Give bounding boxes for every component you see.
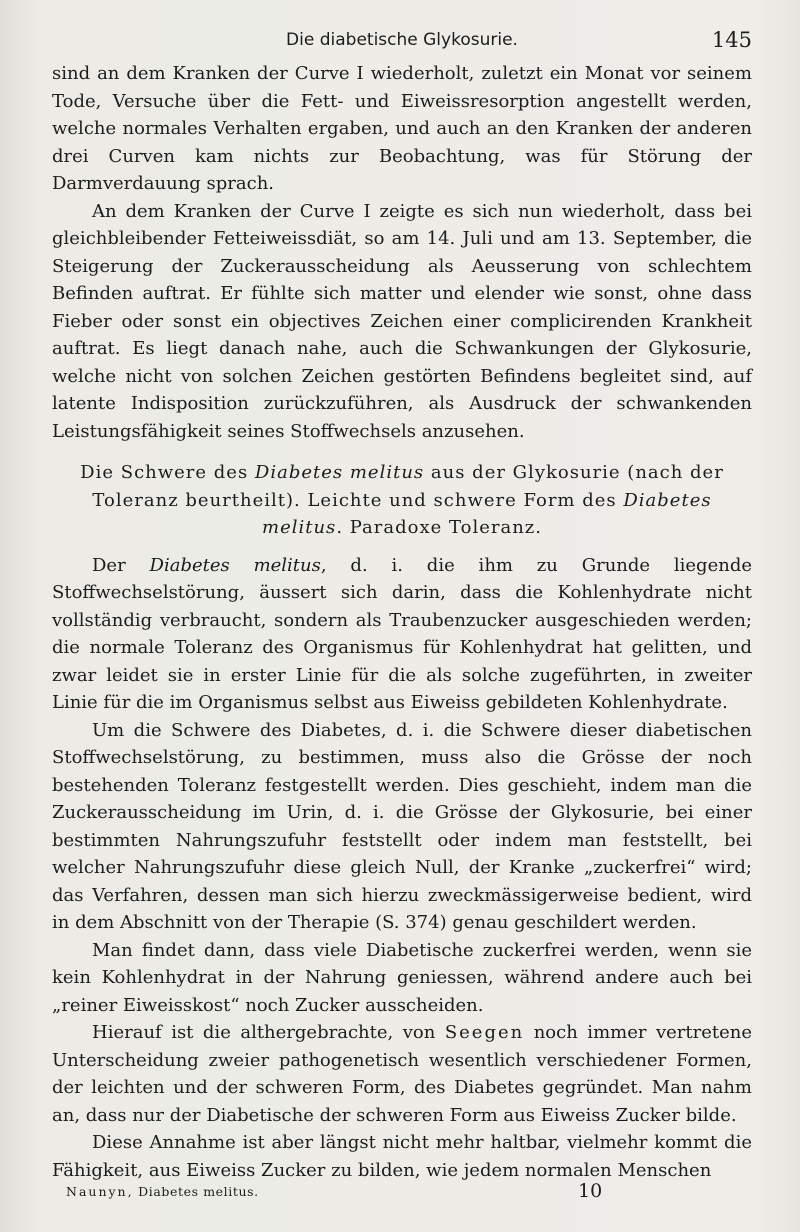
paragraph-text: , d. i. die ihm zu Grunde liegende Stoffwechselstörung, äussert sich darin, dass die Kohlenhydrate nicht vollständig verbraucht, sondern als Traubenzucker ausgeschieden werden; die normale Toleranz des Organismus für Kohlenhydrat hat gelitten, und zwar leidet sie in erster Linie für die als solche zugeführten, in zweiter Linie für die im Organismus selbst aus Eiweiss gebildeten Kohlenhydrate. (52, 554, 752, 713)
heading-italic: Diabetes melitus (254, 462, 425, 483)
paragraph: Diese Annahme ist aber längst nicht mehr haltbar, vielmehr kommt die Fähigkeit, aus Eiweiss Zucker zu bilden, wie jedem normalen Menschen (52, 1132, 752, 1181)
paragraph: sind an dem Kranken der Curve I wiederholt, zuletzt ein Monat vor seinem Tode, Versuche über die Fett- und Eiweissresorption angestellt werden, welche normales Verhalten ergaben, und auch an den Kranken der anderen drei Curven kam nichts zur Beobachtung, was für Störung der Darmverdauung sprach. (52, 63, 752, 194)
footer-book-title: Diabetes melitus. (133, 1184, 259, 1199)
heading-text: . Paradoxe Toleranz. (336, 517, 542, 538)
paragraph-text: noch immer vertretene Unterscheidung zweier pathogenetisch wesentlich verschiedener Formen, der leichten und der schweren Form, des Diabetes gegründet. Man nahm an, dass nur der Diabetische der schweren Form aus Eiweiss Zucker bilde. (52, 1022, 752, 1126)
paragraph: Man findet dann, dass viele Diabetische zuckerfrei werden, wenn sie kein Kohlenhydrat in der Nahrung geniessen, während andere auch bei „reiner Eiweisskost“ noch Zucker ausscheiden. (52, 939, 752, 1016)
paragraph (52, 552, 752, 717)
footer-signature (66, 1184, 259, 1199)
paragraph: Um die Schwere des Diabetes, d. i. die Schwere dieser diabetischen Stoffwechselstörung, zu bestimmen, muss also die Grösse der noch bestehenden Toleranz festgestellt werden. Dies geschieht, indem man die Zuckerausscheidung im Urin, d. i. die Grösse der Glykosurie, bei einer bestimmten Nahrungszufuhr feststellt oder indem man feststellt, bei welcher Nahrungszufuhr diese gleich Null, der Kranke „zuckerfrei“ wird; das Verfahren, dessen man sich hierzu zweckmässigerweise bedient, wird in dem Abschnitt von der Therapie (S. 374) genau geschildert werden. (52, 719, 752, 933)
page-number: 145 (711, 28, 752, 52)
italic-term: Diabetes melitus (149, 554, 321, 576)
paragraph (52, 1019, 752, 1129)
section-heading (52, 459, 752, 542)
paragraph: An dem Kranken der Curve I zeigte es sich nun wiederholt, dass bei gleichbleibender Fetteiweissdiät, so am 14. Juli und am 13. September, die Steigerung der Zuckerausscheidung als Aeusserung von schlechtem Befinden auftrat. Er fühlte sich matter und elender wie sonst, ohne dass Fieber oder sonst ein objectives Zeichen einer complicirenden Krankheit auftrat. Es liegt danach nahe, auch die Schwankungen der Glykosurie, welche nicht von solchen Zeichen gestörten Befindens begleitet sind, auf latente Indisposition zurückzuführen, als Ausdruck der schwankenden Leistungsfähigkeit seines Stoffwechsels anzusehen. (52, 200, 752, 442)
signature-mark: 10 (578, 1180, 603, 1202)
page-footer (66, 1180, 666, 1204)
heading-italic: Diabetes melitus (262, 489, 712, 538)
running-title: Die diabetische Glykosurie. (286, 30, 518, 50)
paragraph-text: Hierauf ist die althergebrachte, von (92, 1022, 445, 1043)
spaced-name: Seegen (444, 1022, 525, 1043)
heading-text: aus der Glykosurie (nach der Toleranz beurtheilt). Leichte und schwere Form des (92, 462, 724, 511)
heading-text: Die Schwere des (80, 462, 255, 483)
footer-author: Naunyn, (66, 1184, 134, 1199)
paragraph-text: Der (92, 554, 150, 576)
page-header (52, 24, 752, 54)
body-text (52, 60, 752, 1184)
